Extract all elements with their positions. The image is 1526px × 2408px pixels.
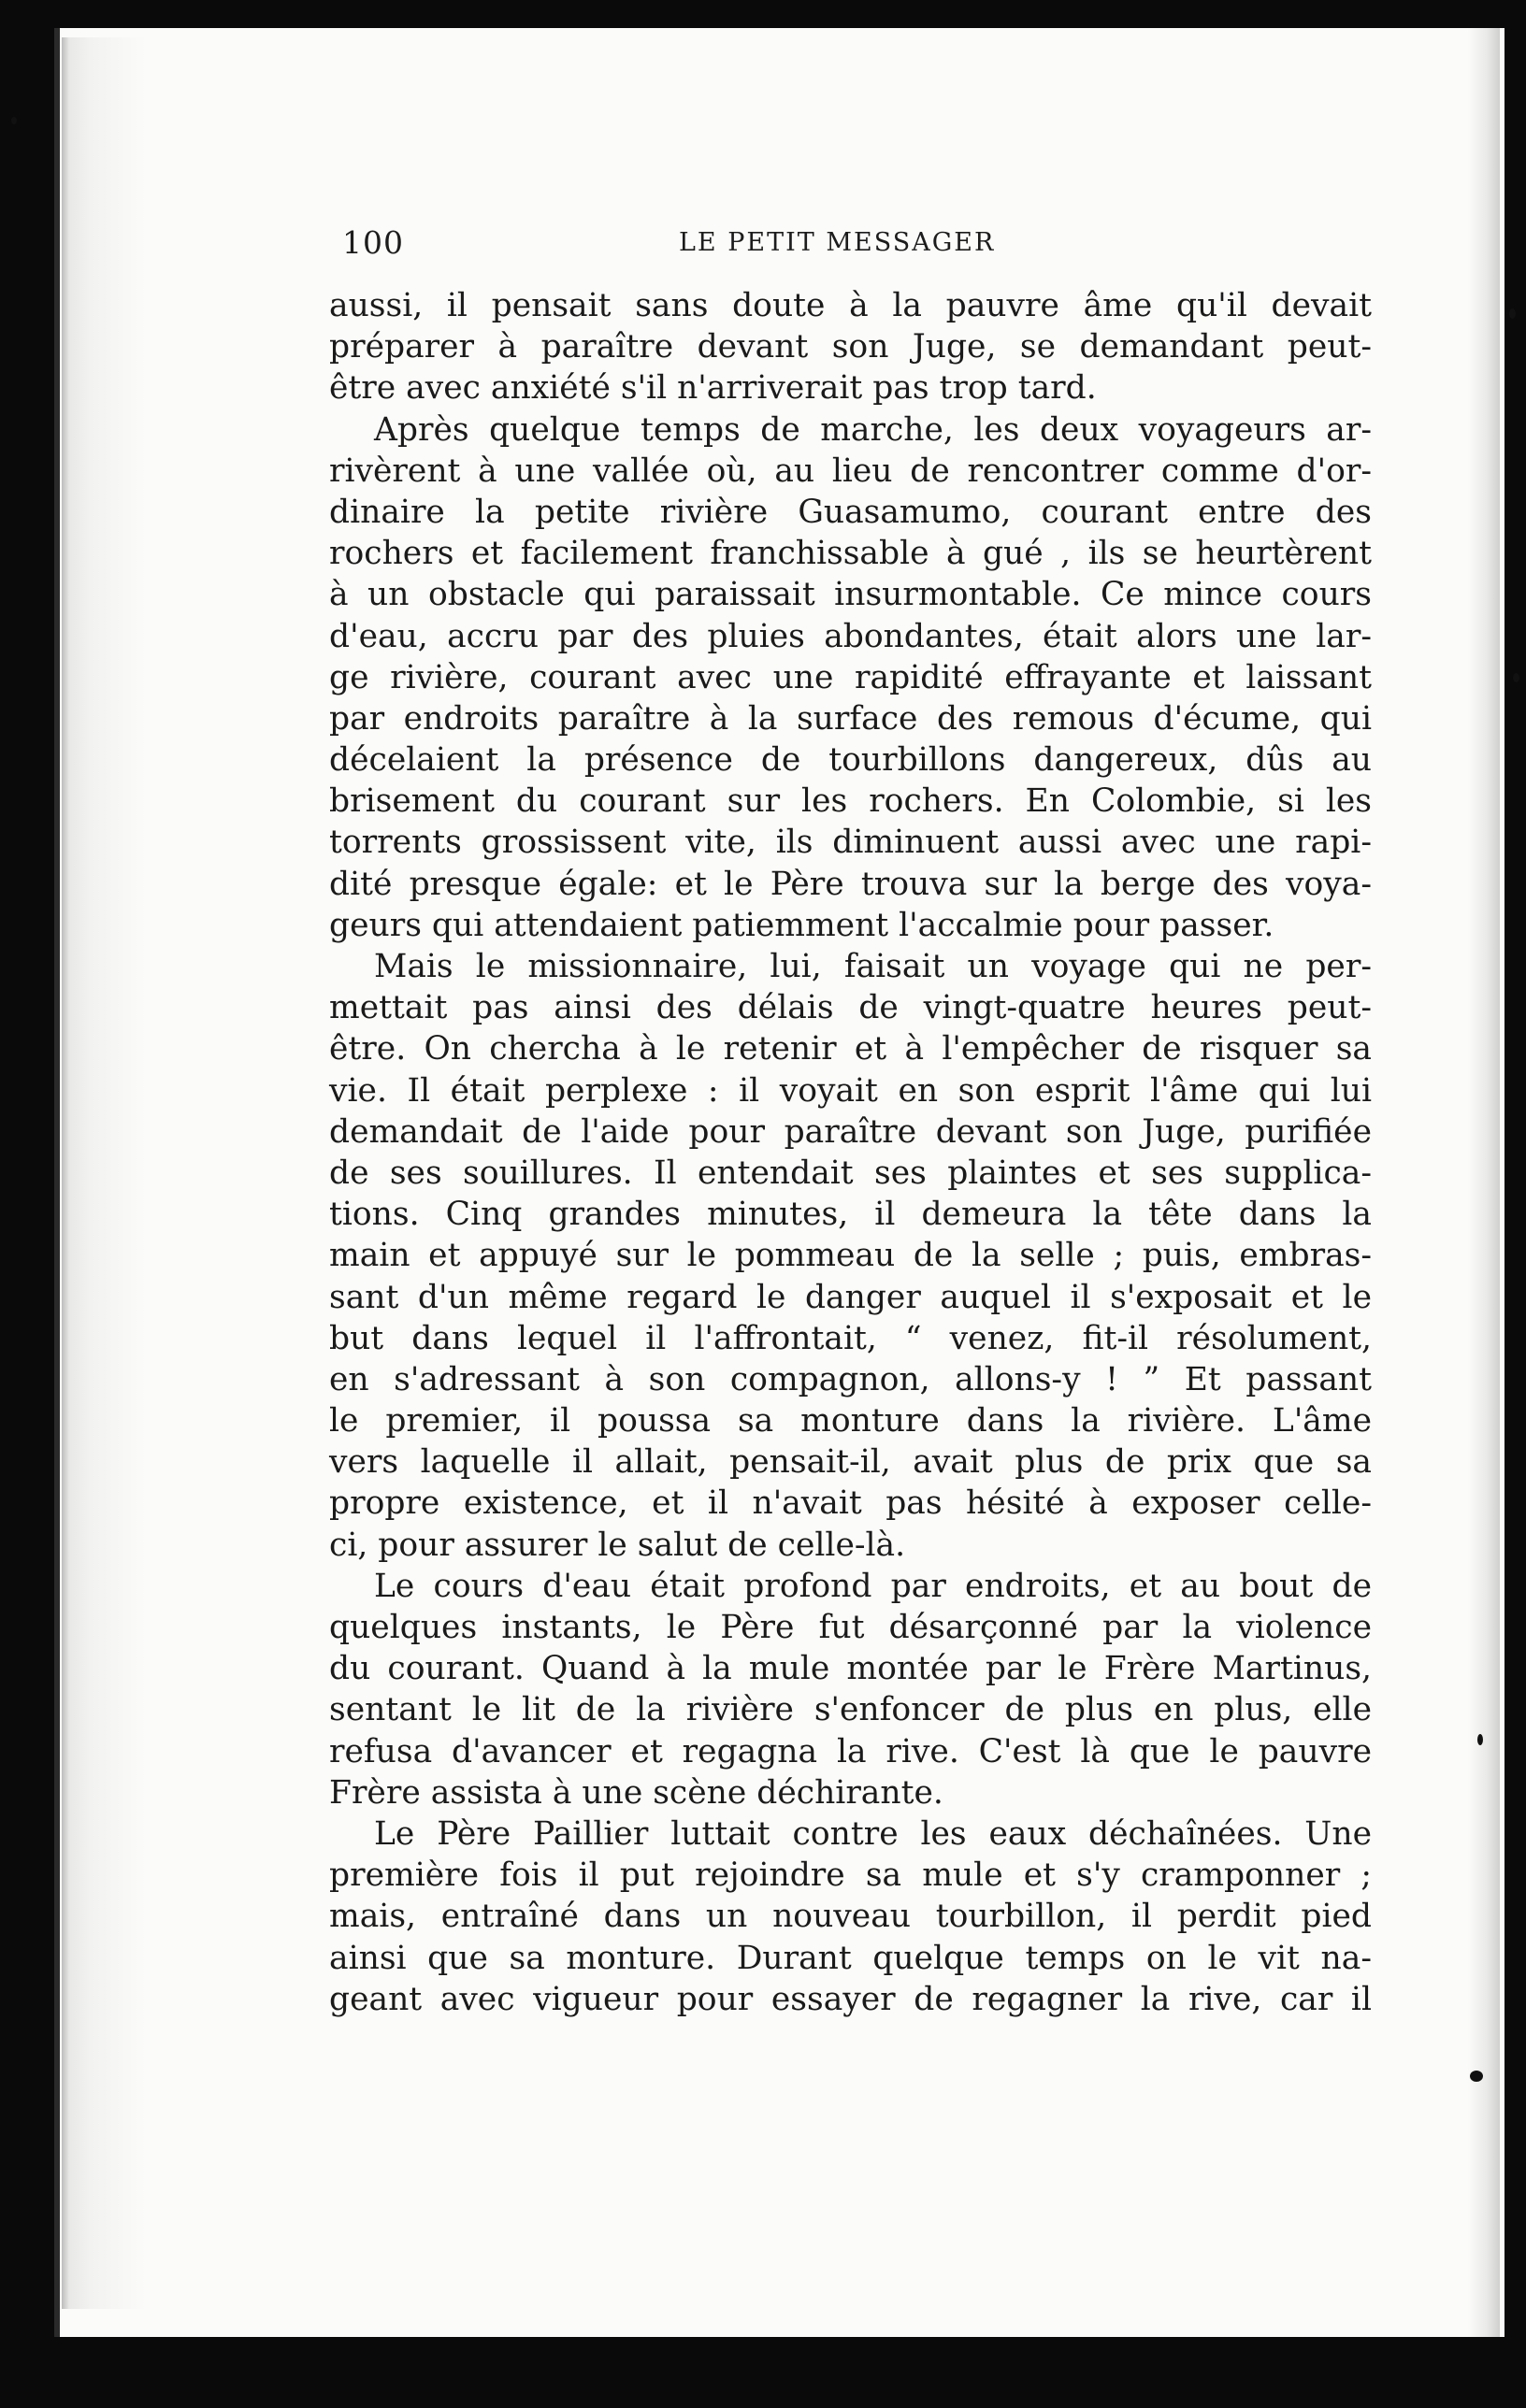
text-line: rochers et facilement franchissable à gué , ils se heurtèrent: [329, 535, 1372, 573]
text-line: ge rivière, courant avec une rapidité effrayante et laissant: [329, 658, 1372, 696]
text-line: but dans lequel il l'affrontait, “ venez, fit-il résolument,: [329, 1319, 1372, 1357]
text-line: préparer à paraître devant son Juge, se demandant peut-: [329, 328, 1372, 366]
text-line: décelaient la présence de tourbillons dangereux, dûs au: [329, 741, 1372, 780]
text-line: mais, entraîné dans un nouveau tourbillon, il perdit pied: [329, 1898, 1372, 1936]
text-line: tions. Cinq grandes minutes, il demeura la tête dans la: [329, 1196, 1372, 1234]
text-line: sant d'un même regard le danger auquel il s'exposait et le: [329, 1278, 1372, 1316]
text-line: à un obstacle qui paraissait insurmontable. Ce mince cours: [329, 576, 1372, 614]
text-line: dinaire la petite rivière Guasamumo, courant entre des: [329, 493, 1372, 531]
text-line: en s'adressant à son compagnon, allons-y ! ” Et passant: [329, 1360, 1372, 1398]
text-line: quelques instants, le Père fut désarçonné par la violence: [329, 1609, 1372, 1646]
text-line: vie. Il était perplexe : il voyait en son esprit l'âme qui lui: [329, 1071, 1372, 1110]
text-line: Mais le missionnaire, lui, faisait un voyage qui ne per-: [374, 948, 1372, 985]
text-line: brisement du courant sur les rochers. En Colombie, si les: [329, 782, 1372, 821]
scan-speck: [1477, 1734, 1483, 1745]
text-line: par endroits paraître à la surface des remous d'écume, qui: [329, 699, 1372, 738]
text-line: être. On chercha à le retenir et à l'empêcher de risquer sa: [329, 1030, 1372, 1068]
text-line: du courant. Quand à la mule montée par le Frère Martinus,: [329, 1650, 1372, 1688]
text-line: le premier, il poussa sa monture dans la rivière. L'âme: [329, 1402, 1372, 1440]
page-right-edge: [1468, 28, 1500, 2337]
text-line: propre existence, et il n'avait pas hésité à exposer celle-: [329, 1484, 1372, 1523]
text-line: main et appuyé sur le pommeau de la selle ; puis, embras-: [329, 1237, 1372, 1275]
body-text: [329, 285, 1372, 2020]
page-number: 100: [342, 224, 404, 261]
scan-speck: [1513, 673, 1519, 682]
text-line: Le Père Paillier luttait contre les eaux déchaînées. Une: [374, 1814, 1372, 1853]
text-line: vers laquelle il allait, pensait-il, avait plus de prix que sa: [329, 1443, 1372, 1482]
page-gutter-shadow: [62, 37, 146, 2309]
text-line: d'eau, accru par des pluies abondantes, était alors une lar-: [329, 617, 1372, 655]
text-line: Frère assista à une scène déchirante.: [329, 1773, 943, 1812]
text-line: première fois il put rejoindre sa mule et s'y cramponner ;: [329, 1856, 1372, 1895]
page-header: [342, 224, 1380, 262]
text-line: de ses souillures. Il entendait ses plaintes et ses supplica-: [329, 1154, 1372, 1192]
text-line: être avec anxiété s'il n'arriverait pas trop tard.: [329, 369, 1097, 408]
scan-speck: [1509, 308, 1516, 319]
text-line: ci, pour assurer le salut de celle-là.: [329, 1526, 906, 1564]
text-line: torrents grossissent vite, ils diminuent aussi avec une rapi-: [329, 824, 1372, 862]
text-line: mettait pas ainsi des délais de vingt-quatre heures peut-: [329, 989, 1372, 1027]
running-title: LE PETIT MESSAGER: [679, 228, 996, 257]
text-line: Après quelque temps de marche, les deux voyageurs ar-: [374, 410, 1372, 449]
text-line: rivèrent à une vallée où, au lieu de rencontrer comme d'or-: [329, 452, 1372, 490]
text-line: Le cours d'eau était profond par endroits, et au bout de: [374, 1567, 1372, 1605]
text-line: aussi, il pensait sans doute à la pauvre âme qu'il devait: [329, 287, 1372, 324]
text-line: dité presque égale: et le Père trouva sur la berge des voya-: [329, 865, 1372, 903]
scan-speck: [11, 117, 17, 124]
text-line: geant avec vigueur pour essayer de regagner la rive, car il: [329, 1980, 1372, 2018]
text-line: sentant le lit de la rivière s'enfoncer de plus en plus, elle: [329, 1691, 1372, 1729]
text-line: ainsi que sa monture. Durant quelque temps on le vit na-: [329, 1939, 1372, 1977]
text-line: refusa d'avancer et regagna la rive. C'est là que le pauvre: [329, 1732, 1372, 1770]
scan-speck: [1470, 2071, 1483, 2082]
text-line: demandait de l'aide pour paraître devant son Juge, purifiée: [329, 1112, 1372, 1151]
text-line: geurs qui attendaient patiemment l'accalmie pour passer.: [329, 906, 1274, 944]
